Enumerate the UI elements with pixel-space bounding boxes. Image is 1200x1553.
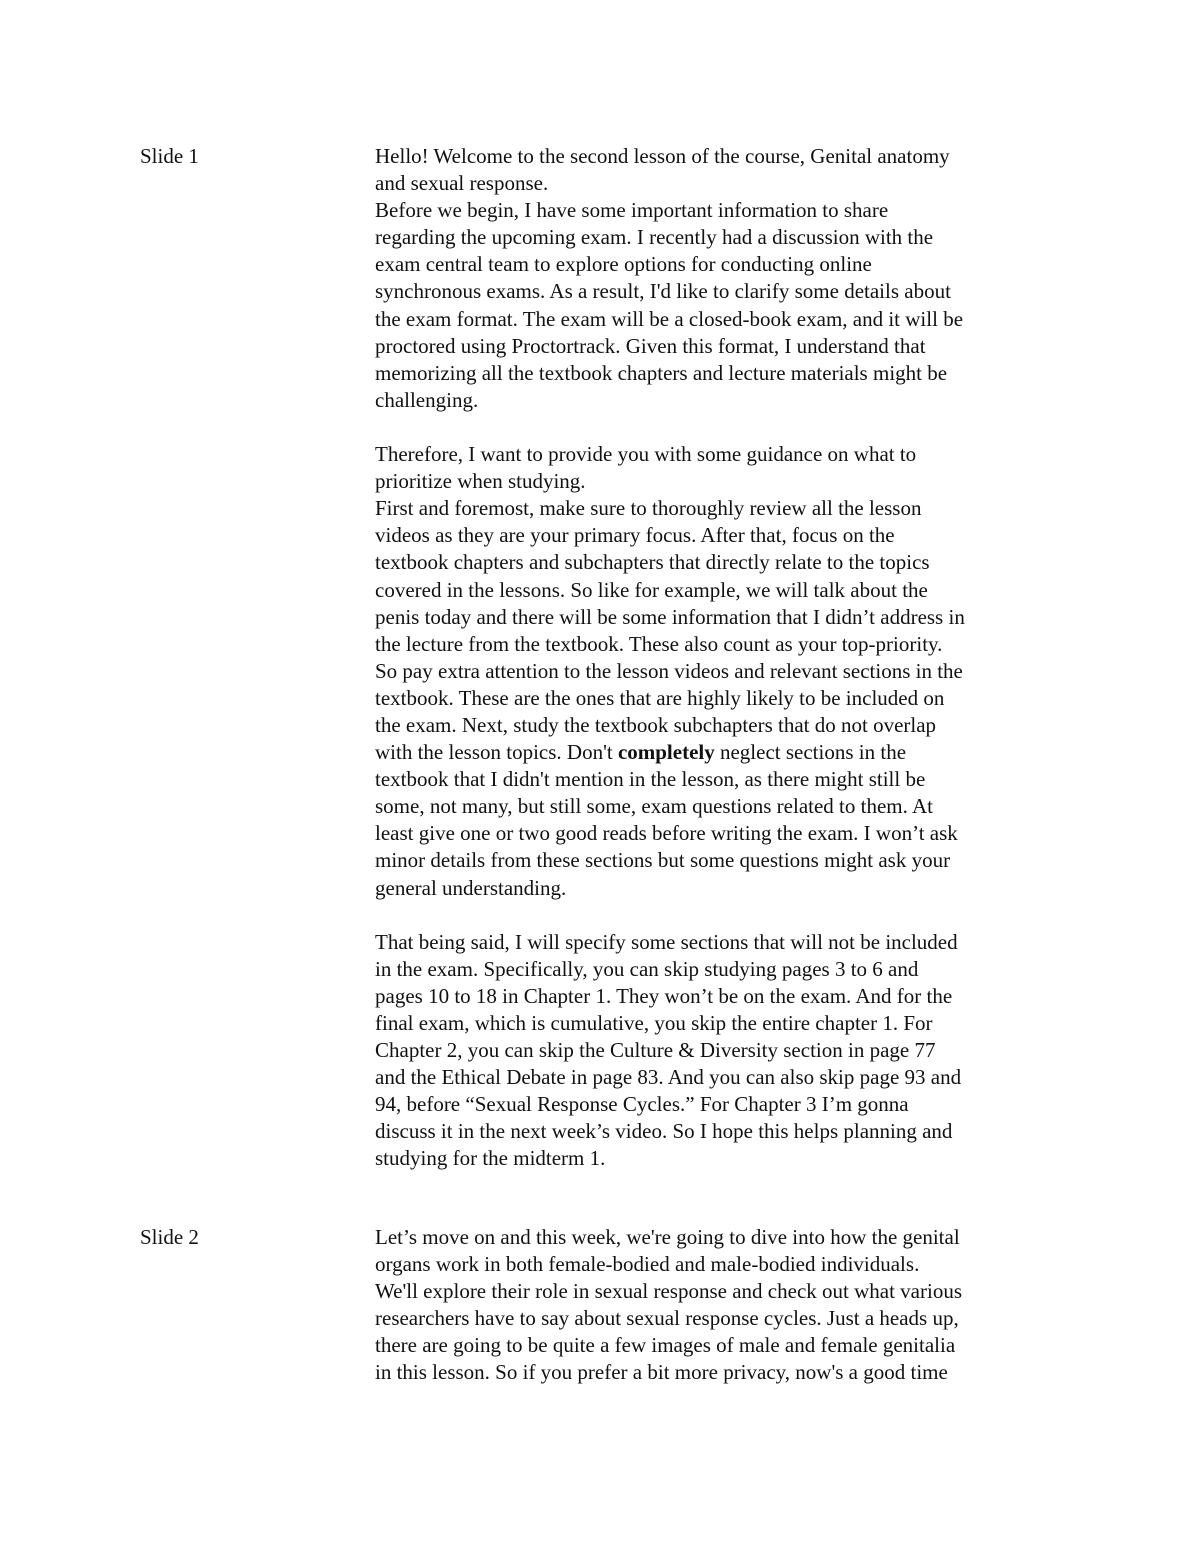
- text-line: prioritize when studying.: [375, 469, 586, 494]
- bold-word: completely: [617, 740, 715, 765]
- text-line: researchers have to say about sexual response cycles. Just a heads up,: [375, 1306, 959, 1331]
- text-fragment: neglect sections in the: [714, 740, 907, 765]
- paragraph-lesson-intro: [375, 1224, 1045, 1387]
- text-line-emphasis: [375, 739, 1045, 766]
- text-line: in this lesson. So if you prefer a bit more privacy, now's a good time: [375, 1360, 948, 1385]
- slide-label-2: Slide 2: [140, 1225, 199, 1249]
- text-line: 94, before “Sexual Response Cycles.” For Chapter 3 I’m gonna: [375, 1092, 909, 1117]
- text-line: Before we begin, I have some important information to share: [375, 198, 889, 223]
- text-line: general understanding.: [375, 875, 567, 900]
- text-line: in the exam. Specifically, you can skip studying pages 3 to 6 and: [375, 956, 919, 981]
- text-line: So pay extra attention to the lesson videos and relevant sections in the: [375, 658, 963, 683]
- text-line: Therefore, I want to provide you with some guidance on what to: [375, 442, 917, 467]
- text-line: final exam, which is cumulative, you skip the entire chapter 1. For: [375, 1011, 933, 1035]
- text-line: Let’s move on and this week, we're going to dive into how the genital: [375, 1225, 960, 1249]
- text-line: the exam. Next, study the textbook subchapters that do not overlap: [375, 712, 937, 737]
- paragraph-gap: [375, 414, 1045, 441]
- paragraph-gap: [375, 902, 1045, 929]
- text-line: That being said, I will specify some sections that will not be included: [375, 929, 958, 954]
- text-line: Chapter 2, you can skip the Culture & Diversity section in page 77: [375, 1038, 936, 1063]
- text-line: textbook that I didn't mention in the lesson, as there might still be: [375, 767, 926, 792]
- slide-text-2: [375, 1224, 1045, 1387]
- text-line: memorizing all the textbook chapters and lecture materials might be: [375, 360, 948, 385]
- text-line: challenging.: [375, 387, 479, 412]
- text-line: pages 10 to 18 in Chapter 1. They won’t be on the exam. And for the: [375, 983, 953, 1008]
- text-line: We'll explore their role in sexual response and check out what various: [375, 1279, 962, 1304]
- slide-label-1: Slide 1: [140, 144, 199, 168]
- text-line: textbook. These are the ones that are highly likely to be included on: [375, 685, 945, 710]
- text-line: minor details from these sections but some questions might ask your: [375, 848, 951, 873]
- text-line: textbook chapters and subchapters that directly relate to the topics: [375, 550, 930, 575]
- text-line: videos as they are your primary focus. After that, focus on the: [375, 523, 895, 548]
- text-line: discuss it in the next week’s video. So I hope this helps planning and: [375, 1119, 953, 1144]
- text-line: organs work in both female-bodied and male-bodied individuals.: [375, 1252, 920, 1277]
- text-line: covered in the lessons. So like for example, we will talk about the: [375, 577, 928, 602]
- text-line: Hello! Welcome to the second lesson of the course, Genital anatomy: [375, 144, 950, 168]
- text-line: and sexual response.: [375, 171, 549, 196]
- slide-text-1: [375, 143, 1045, 1173]
- paragraph-guidance: [375, 441, 1045, 902]
- text-line: synchronous exams. As a result, I'd like to clarify some details about: [375, 279, 951, 304]
- text-line: studying for the midterm 1.: [375, 1146, 606, 1171]
- text-line: some, not many, but still some, exam questions related to them. At: [375, 794, 933, 819]
- text-line: First and foremost, make sure to thoroughly review all the lesson: [375, 496, 922, 521]
- text-line: regarding the upcoming exam. I recently had a discussion with the: [375, 225, 934, 250]
- text-line: the exam format. The exam will be a closed-book exam, and it will be: [375, 306, 964, 331]
- text-line: and the Ethical Debate in page 83. And you can also skip page 93 and: [375, 1065, 962, 1090]
- text-line: there are going to be quite a few images of male and female genitalia: [375, 1333, 956, 1358]
- text-fragment: with the lesson topics. Don't: [375, 740, 618, 765]
- text-line: penis today and there will be some information that I didn’t address in: [375, 604, 965, 629]
- text-line: exam central team to explore options for conducting online: [375, 252, 872, 277]
- paragraph-exclusions: [375, 929, 1045, 1173]
- paragraph-intro: [375, 143, 1045, 414]
- text-line: the lecture from the textbook. These also count as your top-priority.: [375, 631, 943, 656]
- text-line: proctored using Proctortrack. Given this format, I understand that: [375, 333, 926, 358]
- text-line: least give one or two good reads before writing the exam. I won’t ask: [375, 821, 958, 846]
